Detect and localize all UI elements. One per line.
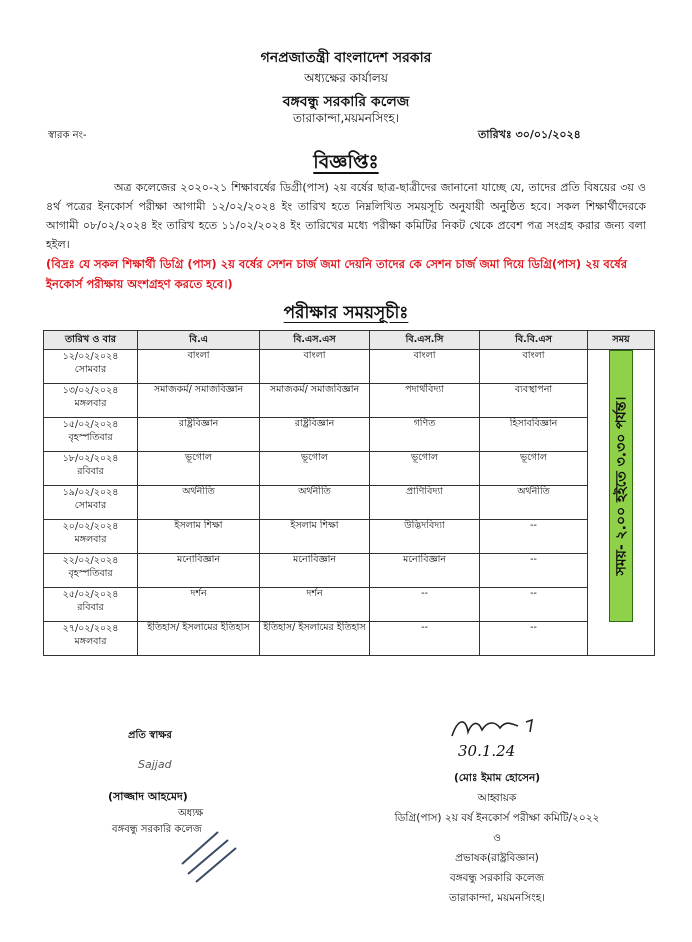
date-cell — [44, 622, 138, 656]
ba-subject: সমাজকর্ম/ সমাজবিজ্ঞান — [138, 384, 260, 418]
table-row — [44, 452, 655, 486]
bbs-subject: -- — [480, 622, 588, 656]
exam-day: বৃহস্পতিবার — [68, 568, 113, 579]
bbs-subject: হিসাববিজ্ঞান — [480, 418, 588, 452]
bss-subject: দর্শন — [260, 588, 370, 622]
bbs-subject: অর্থনীতি — [480, 486, 588, 520]
exam-day: মঙ্গলবার — [74, 534, 107, 545]
date-cell — [44, 350, 138, 384]
date-cell — [44, 418, 138, 452]
notice-title-text: বিজ্ঞপ্তিঃ — [313, 151, 379, 173]
government-header: গনপ্রজাতন্ত্রী বাংলাদেশ সরকার — [260, 50, 432, 66]
exam-schedule-table — [43, 330, 655, 656]
exam-day: রবিবার — [77, 602, 104, 613]
exam-date: ২২/০২/২০২৪ — [62, 555, 119, 566]
bsc-subject: উদ্ভিদবিদ্যা — [370, 520, 480, 554]
bss-subject: বাংলা — [260, 350, 370, 384]
date-cell — [44, 486, 138, 520]
countersign-label: প্রতি স্বাক্ষর — [128, 730, 172, 741]
convener-title: প্রভাষক(রাষ্ট্রবিজ্ঞান) — [455, 852, 539, 864]
schedule-title-text: পরীক্ষার সময়সূচীঃ — [283, 303, 409, 323]
header-date-day: তারিখ ও বার — [44, 331, 138, 350]
notice-title — [0, 148, 692, 180]
convener-block — [352, 768, 642, 908]
bss-subject: রাষ্ট্রবিজ্ঞান — [260, 418, 370, 452]
handwritten-date: 30.1.24 — [458, 742, 516, 760]
ba-subject: বাংলা — [138, 350, 260, 384]
table-row — [44, 622, 655, 656]
exam-day: মঙ্গলবার — [74, 636, 107, 647]
exam-date: ১৯/০২/২০২৪ — [62, 487, 119, 498]
ba-subject: অর্থনীতি — [138, 486, 260, 520]
bss-subject: ইসলাম শিক্ষা — [260, 520, 370, 554]
ba-subject: ইতিহাস/ ইসলামের ইতিহাস — [138, 622, 260, 656]
location-header: তারাকান্দা,ময়মনসিংহ। — [292, 111, 400, 125]
bsc-subject: ভূগোল — [370, 452, 480, 486]
header-bsc: বি.এস.সি — [370, 331, 480, 350]
official-stamp-icon — [178, 824, 240, 884]
bbs-subject: বাংলা — [480, 350, 588, 384]
notice-body-text: অত্র কলেজের ২০২০-২১ শিক্ষাবর্ষের ডিগ্রী(পাস) ২য় বর্ষের ছাত্র-ছাত্রীদের জানানো যাচ্ছে যে, তাদের প্রতি বিষয়ের ৩য় ও ৪র্থ পত্রের ইনকোর্স পরীক্ষা আগামী ১২/০২/২০২৪ ইং তারিখ হতে নিম্নলিখিত সময়সূচি অনুযায়ী অনুষ্ঠিত হবে। সকল শিক্ষার্থীদেরকে আগামী ০৮/০২/২০২৪ ইং তারিখ হতে ১১/০২/২০২৪ ইং তারিখের মধ্যে পরীক্ষা কমিটির নিকট থেকে প্রবেশ পত্র সংগ্রহ করার জন্য বলা হইল। — [46, 181, 646, 251]
ba-subject: ইসলাম শিক্ষা — [138, 520, 260, 554]
conjunction: ও — [493, 832, 501, 844]
bbs-subject: -- — [480, 554, 588, 588]
date-cell — [44, 520, 138, 554]
date-cell — [44, 588, 138, 622]
convener-signature-icon — [448, 714, 548, 744]
table-row — [44, 486, 655, 520]
date-cell — [44, 452, 138, 486]
convener-name: (মোঃ ইমাম হোসেন) — [453, 772, 541, 784]
exam-time-text: সময়- ২.০০ হইতে ৩.৩০ পর্যন্ত। — [613, 396, 630, 576]
table-row — [44, 384, 655, 418]
bsc-subject: বাংলা — [370, 350, 480, 384]
table-row — [44, 520, 655, 554]
convener-role: আহ্বায়ক — [477, 792, 517, 804]
bbs-subject: -- — [480, 520, 588, 554]
bsc-subject: -- — [370, 622, 480, 656]
header-time: সময় — [588, 331, 655, 350]
bss-subject: মনোবিজ্ঞান — [260, 554, 370, 588]
date-cell — [44, 384, 138, 418]
notice-date: তারিখঃ ৩০/০১/২০২৪ — [478, 128, 581, 141]
table-header-row — [44, 331, 655, 350]
exam-date: ১২/০২/২০২৪ — [62, 351, 119, 362]
exam-date: ১৫/০২/২০২৪ — [62, 419, 119, 430]
bss-subject: সমাজকর্ম/ সমাজবিজ্ঞান — [260, 384, 370, 418]
table-row — [44, 588, 655, 622]
header-ba: বি.এ — [138, 331, 260, 350]
bss-subject: ইতিহাস/ ইসলামের ইতিহাস — [260, 622, 370, 656]
bsc-subject: -- — [370, 588, 480, 622]
ba-subject: ভূগোল — [138, 452, 260, 486]
exam-day: বৃহস্পতিবার — [68, 432, 113, 443]
table-row — [44, 554, 655, 588]
ba-subject: রাষ্ট্রবিজ্ঞান — [138, 418, 260, 452]
table-row — [44, 418, 655, 452]
college-header: বঙ্গবন্ধু সরকারি কলেজ — [282, 94, 410, 110]
principal-role: অধ্যক্ষ — [178, 808, 204, 819]
bbs-subject: ব্যবস্থাপনা — [480, 384, 588, 418]
exam-day: সোমবার — [74, 500, 107, 511]
bsc-subject: গণিত — [370, 418, 480, 452]
bsc-subject: পদার্থবিদ্যা — [370, 384, 480, 418]
memo-number-label: স্বারক নং- — [48, 130, 87, 141]
schedule-title — [0, 300, 692, 328]
exam-date: ২৭/০২/২০২৪ — [62, 623, 119, 634]
principal-name: (সাজ্জাদ আহমেদ) — [108, 790, 188, 803]
office-header: অধ্যক্ষের কার্যালয় — [304, 71, 388, 85]
exam-date: ১৮/০২/২০২৪ — [62, 453, 119, 464]
ba-subject: মনোবিজ্ঞান — [138, 554, 260, 588]
bsc-subject: প্রাণিবিদ্যা — [370, 486, 480, 520]
exam-day: রবিবার — [77, 466, 104, 477]
notice-note: (বিদ্রঃ যে সকল শিক্ষার্থী ডিগ্রি (পাস) ২য় বর্ষের সেশন চার্জ জমা দেয়নি তাদের কে সেশন চার্জ জমা দিয়ে ডিগ্রি(পাস) ২য় বর্ষের ইনকোর্স পরীক্ষায় অংশগ্রহণ করতে হবে।) — [46, 257, 628, 291]
principal-signature-scribble: Sajjad — [138, 758, 172, 771]
ba-subject: দর্শন — [138, 588, 260, 622]
exam-date: ১৩/০২/২০২৪ — [62, 385, 119, 396]
bbs-subject: ভূগোল — [480, 452, 588, 486]
header-bss: বি.এস.এস — [260, 331, 370, 350]
bss-subject: ভূগোল — [260, 452, 370, 486]
bbs-subject: -- — [480, 588, 588, 622]
table-row — [44, 350, 655, 384]
header-bbs: বি.বি.এস — [480, 331, 588, 350]
convener-institution: বঙ্গবন্ধু সরকারি কলেজ — [449, 872, 545, 884]
bsc-subject: মনোবিজ্ঞান — [370, 554, 480, 588]
exam-date: ২০/০২/২০২৪ — [62, 521, 119, 532]
date-cell — [44, 554, 138, 588]
committee-name: ডিগ্রি(পাস) ২য় বর্ষ ইনকোর্স পরীক্ষা কমিটি/২০২২ — [394, 812, 600, 824]
time-cell — [588, 350, 655, 656]
exam-day: মঙ্গলবার — [74, 398, 107, 409]
exam-date: ২৫/০২/২০২৪ — [62, 589, 119, 600]
bss-subject: অর্থনীতি — [260, 486, 370, 520]
notice-body — [46, 178, 646, 254]
time-highlight-box — [609, 350, 633, 622]
convener-location: তারাকান্দা, ময়মনসিংহ। — [448, 892, 546, 904]
exam-day: সোমবার — [74, 364, 107, 375]
principal-institution: বঙ্গবন্ধু সরকারি কলেজ — [112, 824, 202, 835]
